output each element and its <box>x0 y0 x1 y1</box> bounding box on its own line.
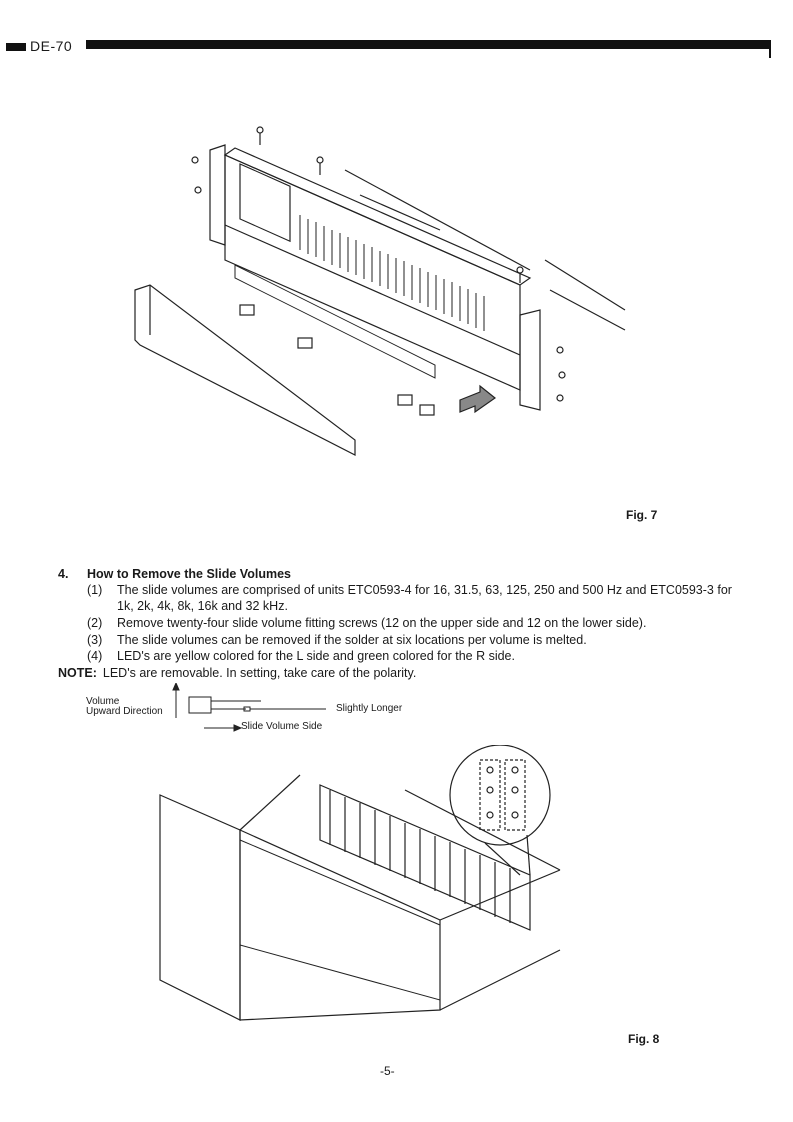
header-block <box>6 43 26 51</box>
volume-label-line1: Volume <box>86 696 120 707</box>
fig8-slide-volume-bank <box>320 785 530 930</box>
step-number: (4) <box>87 649 103 663</box>
fig7-left-bracket <box>210 145 225 245</box>
fig8-illustration <box>155 745 565 1030</box>
fig7-label: Fig. 7 <box>626 508 658 522</box>
fig7-slider-slots <box>300 215 484 331</box>
fig7-front-cover <box>135 285 355 455</box>
page-header <box>6 40 766 54</box>
fig7-illustration <box>130 120 630 460</box>
header-rule <box>86 40 770 49</box>
note-text: LED's are removable. In setting, take care of the polarity. <box>102 666 417 680</box>
header-tick <box>769 40 771 58</box>
slightly-longer-label: Slightly Longer <box>336 703 403 714</box>
section-number: 4. <box>58 567 69 581</box>
fig7-front-panel <box>225 148 530 390</box>
led-polarity-diagram <box>86 683 406 733</box>
step-text: The slide volumes can be removed if the solder at six locations per volume is melted. <box>117 633 587 647</box>
step-number: (2) <box>87 616 103 630</box>
note-label: NOTE: <box>58 666 97 680</box>
step-number: (1) <box>87 583 103 597</box>
note <box>58 665 416 681</box>
step-text: The slide volumes are comprised of units ETC0593-4 for 16, 31.5, 63, 125, 250 and 500 Hz and ETC0593-3 for 1k, 2k, 4k, 8k, 16k and 32 kHz. <box>117 583 732 613</box>
section-title: How to Remove the Slide Volumes <box>87 567 291 581</box>
model-name: DE-70 <box>30 38 73 54</box>
fig8-pcb-board <box>240 840 440 1000</box>
fig7-knobs <box>240 305 434 415</box>
fig7-right-bracket <box>520 310 540 410</box>
fig7-arrow <box>460 386 495 412</box>
fig7-button-row <box>235 265 435 378</box>
fig8-label: Fig. 8 <box>628 1032 660 1046</box>
step-text: Remove twenty-four slide volume fitting screws (12 on the upper side and 12 on the lower side). <box>117 616 647 630</box>
fig7-chassis-lines <box>345 170 625 330</box>
volume-label-line2: Upward Direction <box>86 706 163 717</box>
slide-volume-side-label: Slide Volume Side <box>241 721 323 732</box>
page-number: -5- <box>380 1064 395 1078</box>
step-number: (3) <box>87 633 103 647</box>
step-text: LED's are yellow colored for the L side and green colored for the R side. <box>117 649 515 663</box>
